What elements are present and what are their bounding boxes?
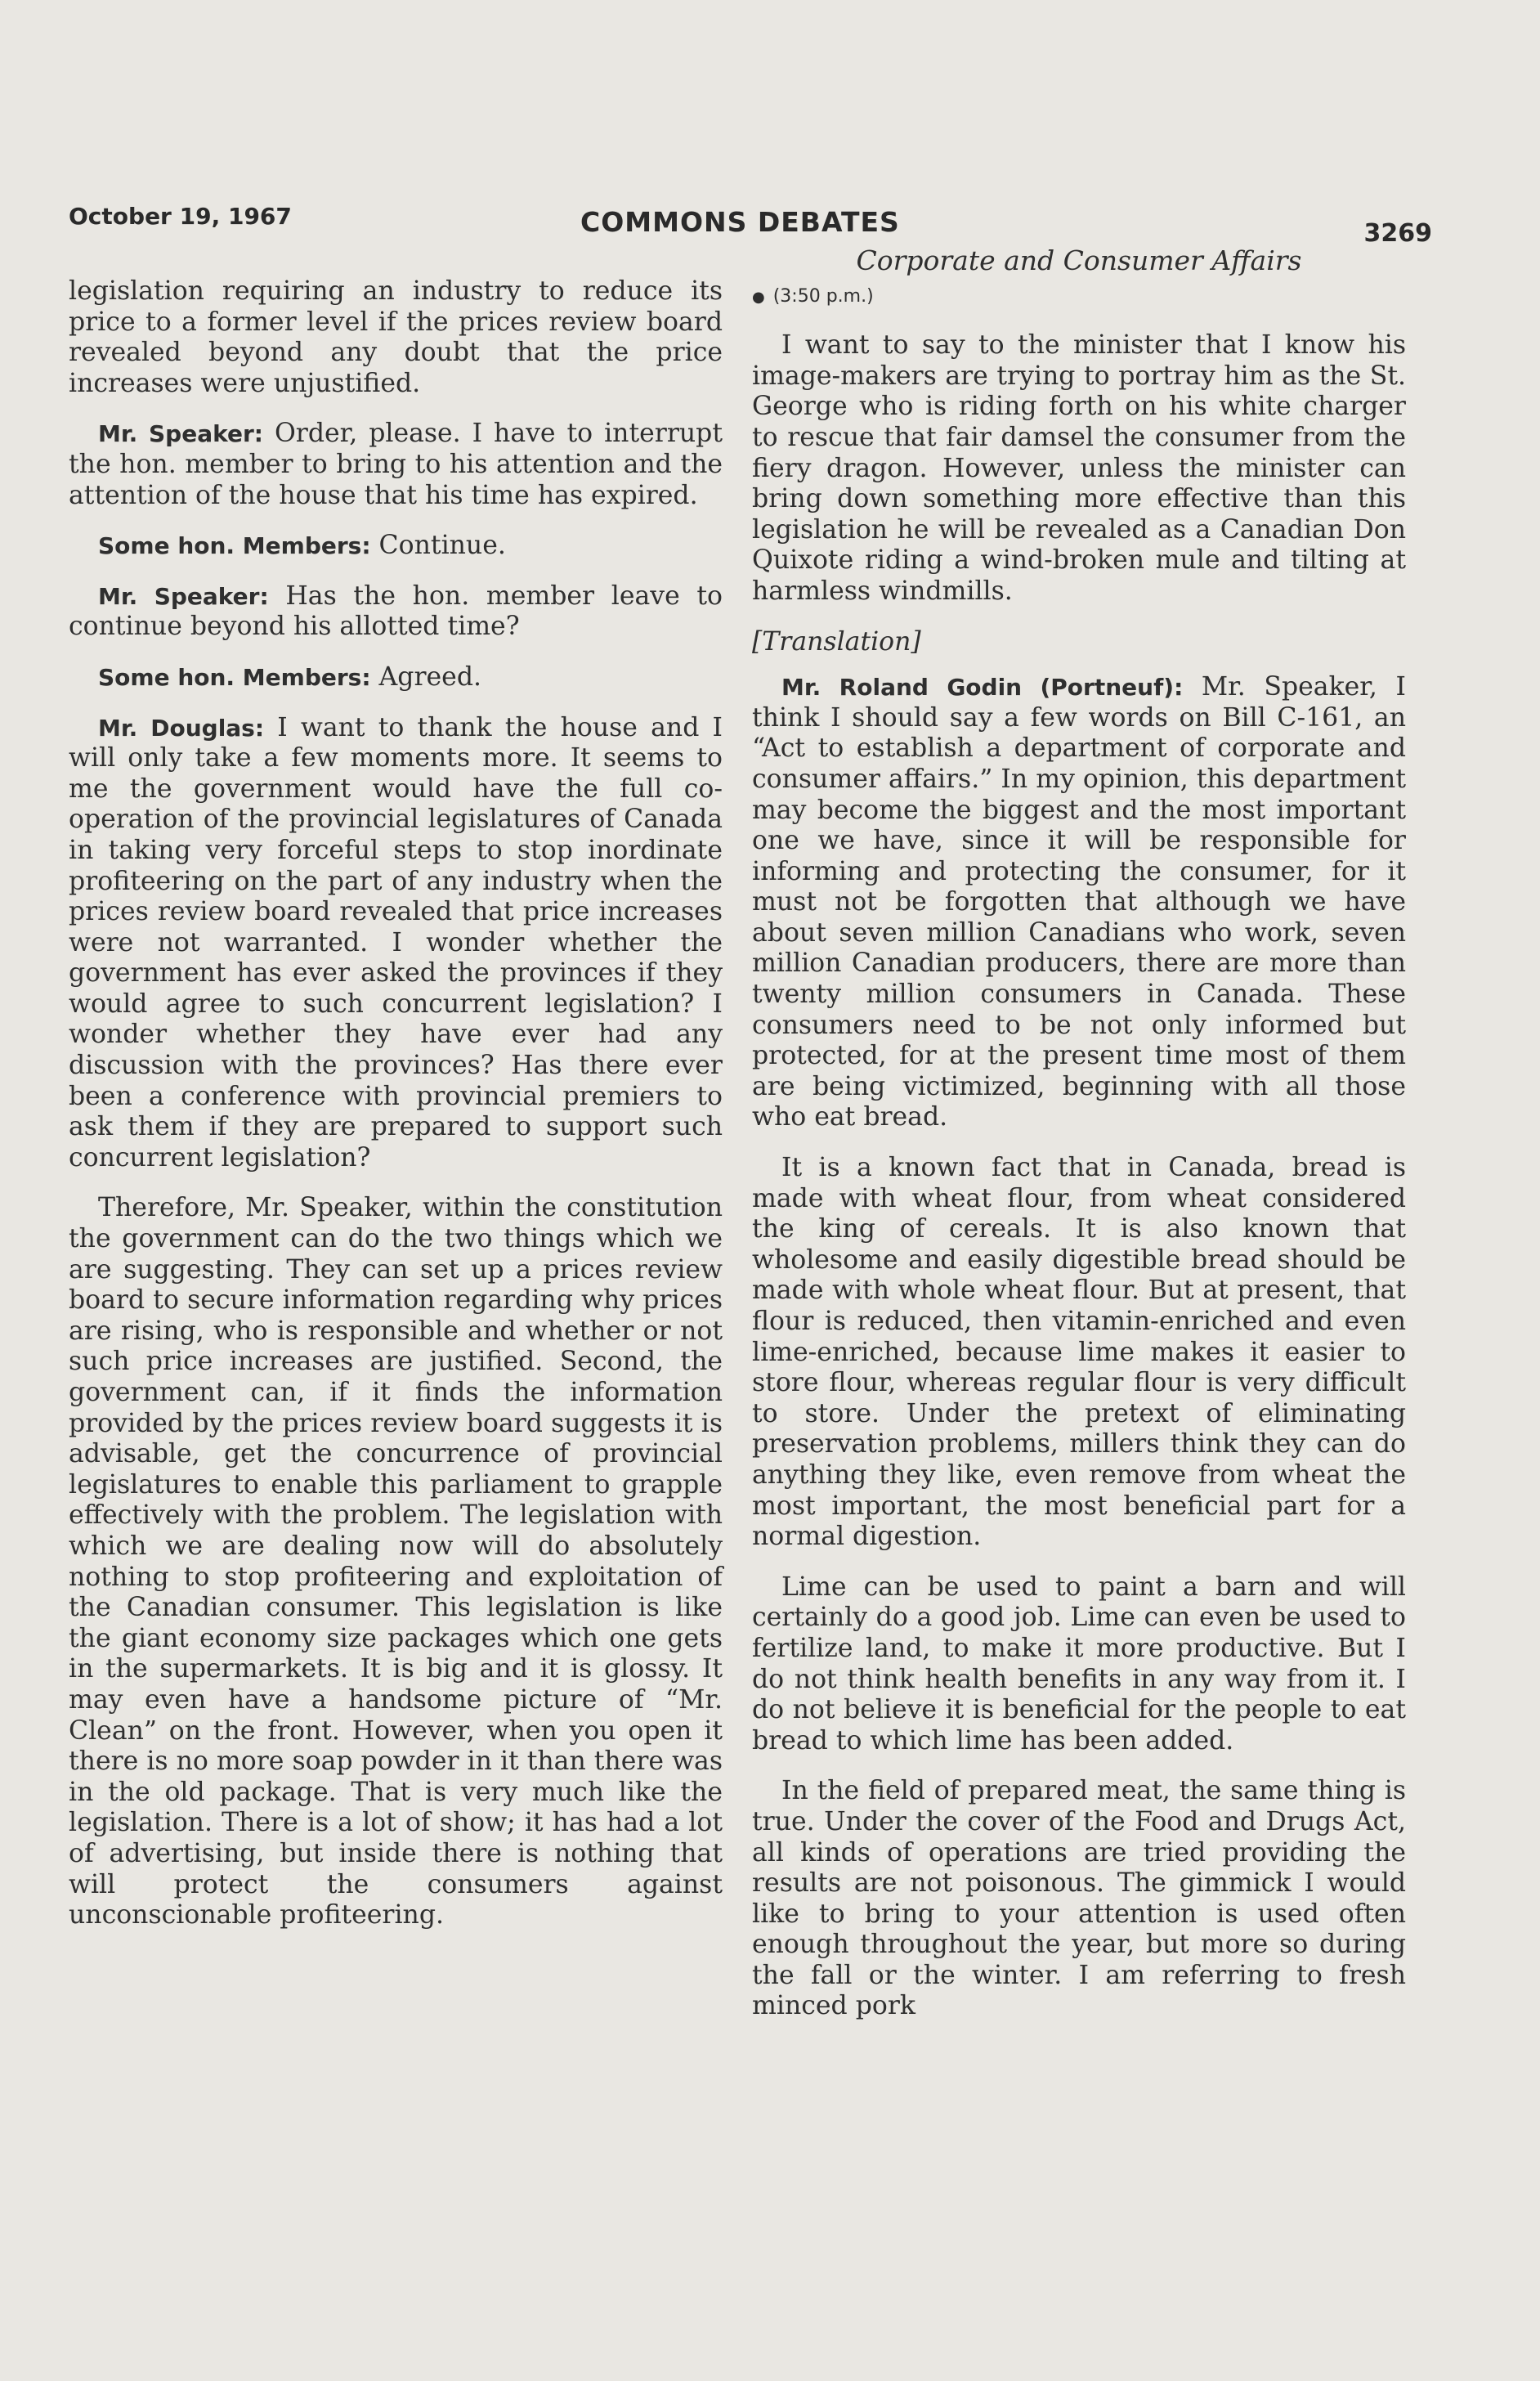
bullet-icon: ● — [752, 288, 765, 306]
speech-text: Continue. — [370, 531, 506, 561]
timestamp-text: (3:50 p.m.) — [772, 285, 874, 307]
header-date: October 19, 1967 — [69, 203, 292, 230]
paragraph: legislation requiring an industry to reduce its price to a former level if the prices review board revealed beyond any doubt that the price increases were unjustified. — [69, 276, 723, 398]
translation-label: [Translation] — [752, 626, 921, 657]
paragraph: In the field of prepared meat, the same thing is true. Under the cover of the Food and Drugs Act, all kinds of operations are tried providing the results are not poisonous. The gimmick I would like to bring to your attention is used often enough throughout the year, but more so during the fall or the winter. I am referring to fresh minced pork — [752, 1776, 1406, 2021]
paragraph: It is a known fact that in Canada, bread is made with wheat flour, from wheat considered the king of cereals. It is also known that wholesome and easily digestible bread should be made with whole wheat flour. But at present, that flour is reduced, then vitamin-enriched and even lime-enriched, because lime makes it easier to store flour, whereas regular flour is very difficult to store. Under the pretext of eliminating preservation problems, millers think they can do anything they like, even remove from wheat the most important, the most beneficial part for a normal digestion. — [752, 1153, 1406, 1552]
page-number: 3269 — [1363, 219, 1432, 248]
paragraph: Therefore, Mr. Speaker, within the constitution the government can do the two things which we are suggesting. They can set up a prices review board to secure information regarding why prices are rising, who is responsible and whether or not such price increases are justified. Second, the government can, if it finds the information provided by the prices review board suggests it is advisable, get the concurrence of provincial legislatures to enable this parliament to grapple effectively with the problem. The legislation with which we are dealing now will do absolutely nothing to stop profiteering and exploitation of the Canadian consumer. This legislation is like the giant economy size packages which one gets in the supermarkets. It is big and it is glossy. It may even have a handsome picture of “Mr. Clean” on the front. However, when you open it there is no more soap powder in it than there was in the old package. That is very much like the legislation. There is a lot of show; it has had a lot of advertising, but inside there is nothing that will protect the consumers against unconscionable profiteering. — [69, 1193, 723, 1930]
speaker-name: Mr. Speaker: — [98, 420, 263, 448]
paragraph — [69, 531, 723, 562]
left-column — [69, 276, 723, 1951]
speaker-name: Mr. Douglas: — [98, 714, 265, 742]
paragraph: I want to say to the minister that I know his image-makers are trying to portray him as the St. George who is riding forth on his white charger to rescue that fair damsel the consumer from the fiery dragon. However, unless the minister can bring down something more effective than this legislation he will be revealed as a Canadian Don Quixote riding a wind-broken mule and tilting at harmless windmills. — [752, 330, 1406, 606]
speaker-name: Some hon. Members: — [98, 663, 371, 691]
section-title: Corporate and Consumer Affairs — [856, 244, 1302, 276]
paragraph — [69, 713, 723, 1174]
paragraph — [752, 672, 1406, 1133]
right-column — [752, 245, 1406, 2042]
speech-text: Agreed. — [370, 661, 481, 692]
header-title: COMMONS DEBATES — [580, 206, 900, 238]
speech-text: Has the hon. member leave to continue beyond his allotted time? — [69, 581, 723, 642]
paragraph: Lime can be used to paint a barn and will certainly do a good job. Lime can even be used to fertilize land, to make it more productive. But I do not think health benefits in any way from it. I do not believe it is beneficial for the people to eat bread to which lime has been added. — [752, 1572, 1406, 1755]
timestamp — [752, 281, 1406, 313]
speech-text: Mr. Speaker, I think I should say a few words on Bill C-161, an “Act to establish a department of corporate and consumer affairs.” In my opinion, this department may become the biggest and the most important one we have, since it will be responsible for informing and protecting the consumer, for it must not be forgotten that although we have about seven million Canadians who work, seven million Canadian producers, there are more than twenty million consumers in Canada. These consumers need to be not only informed but protected, for at the present time most of them are being victimized, beginning with all those who eat bread. — [752, 672, 1406, 1132]
speaker-name: Mr. Roland Godin (Portneuf): — [781, 674, 1184, 702]
speaker-name: Mr. Speaker: — [98, 582, 269, 610]
speech-text: Order, please. I have to interrupt the hon. member to bring to his attention and the attention of the house that his time has expired. — [69, 419, 723, 510]
speaker-name: Some hon. Members: — [98, 532, 371, 560]
page-header — [69, 200, 1432, 248]
paragraph — [69, 581, 723, 643]
paragraph — [69, 662, 723, 693]
paragraph — [69, 419, 723, 511]
speech-text: I want to thank the house and I will only take a few moments more. It seems to me the government would have the full co-operation of the provincial legislatures of Canada in taking very forceful steps to stop inordinate profiteering on the part of any industry when the prices review board revealed that price increases were not warranted. I wonder whether the government has ever asked the provinces if they would agree to such concurrent legislation? I wonder whether they have ever had any discussion with the provinces? Has there ever been a conference with provincial premiers to ask them if they are prepared to support such concurrent legislation? — [69, 712, 723, 1173]
